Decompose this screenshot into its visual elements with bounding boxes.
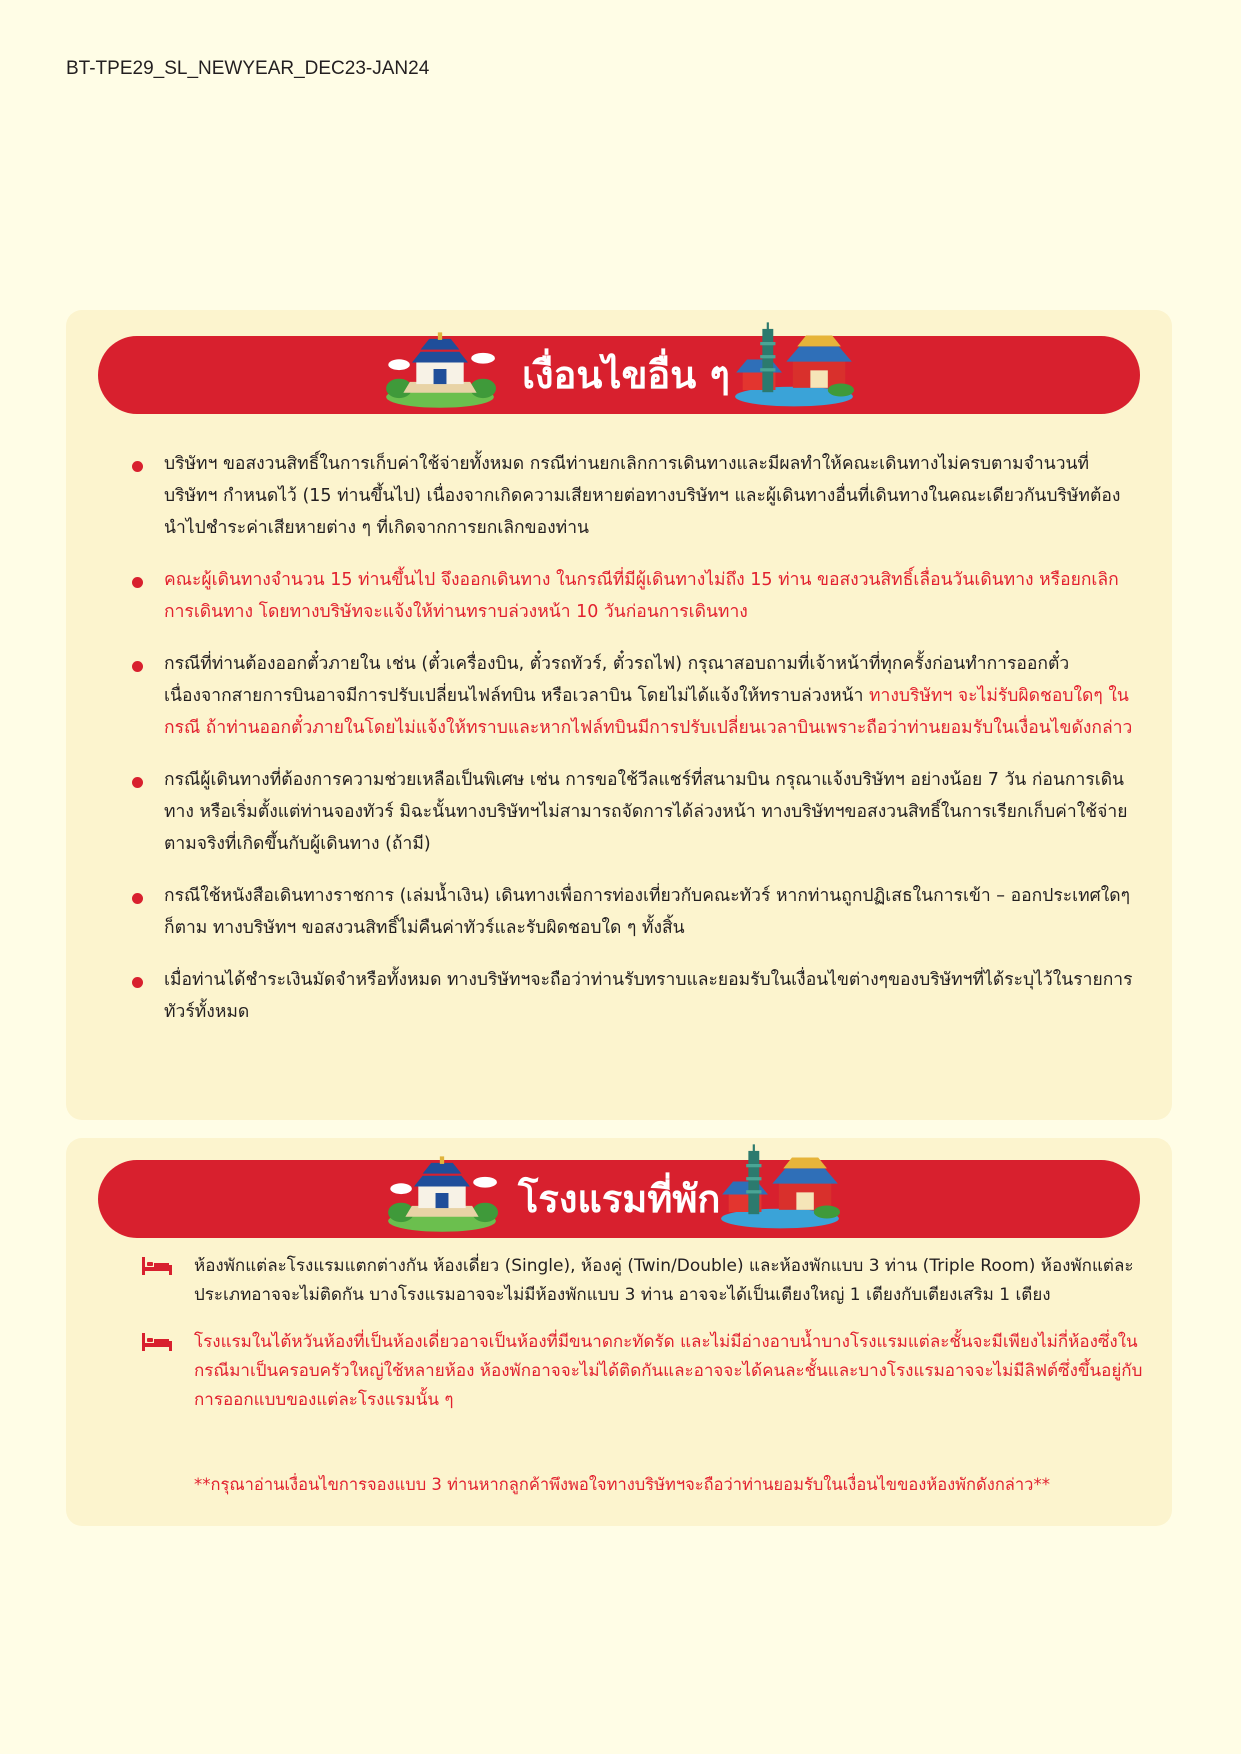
bed-icon: [142, 1256, 172, 1285]
bullet-dot: [132, 661, 143, 672]
hotel-text: ห้องพักแต่ละโรงแรมแตกต่างกัน ห้องเดี่ยว (Single), ห้องคู่ (Twin/Double) และห้องพักแบบ 3 ท่าน (Triple Room) ห้องพักแต่ละประเภทอาจจะไม่ติดกัน บางโรงแรมอาจจะไม่มีห้องพักแบบ 3 ท่าน อาจจะได้เป็นเตียงใหญ่ 1 เตียงกับเตียงเสริม 1 เตียง: [194, 1256, 1134, 1305]
condition-text: กรณีผู้เดินทางที่ต้องการความช่วยเหลือเป็นพิเศษ เช่น การขอใช้วีลแชร์ที่สนามบิน กรุณาแจ้งบริษัทฯ อย่างน้อย 7 วัน ก่อนการเดินทาง หรือเริ่มตั้งแต่ท่านจองทัวร์ มิฉะนั้นทางบริษัทฯไม่สามารถจัดการได้ล่วงหน้า ทางบริษัทฯขอสงวนสิทธิ์ในการเรียกเก็บค่าใช้จ่ายตามจริงที่เกิดขึ้นกับผู้เดินทาง (ถ้ามี): [164, 770, 1128, 854]
taipei-101-icon: [734, 318, 854, 414]
taipei-101-icon: [720, 1140, 840, 1236]
condition-text: เมื่อท่านได้ชำระเงินมัดจำหรือทั้งหมด ทางบริษัทฯจะถือว่าท่านรับทราบและยอมรับในเงื่อนไขต่างๆของบริษัทฯที่ได้ระบุไว้ในรายการทัวร์ทั้งหมด: [164, 970, 1133, 1022]
condition-text: คณะผู้เดินทางจำนวน 15 ท่านขึ้นไป จึงออกเดินทาง ในกรณีที่มีผู้เดินทางไม่ถึง 15 ท่าน ขอสงวนสิทธิ์เลื่อนวันเดินทาง หรือยกเลิกการเดินทาง โดยทางบริษัทจะแจ้งให้ท่านทราบล่วงหน้า 10 วันก่อนการเดินทาง: [164, 570, 1119, 622]
condition-item: [132, 880, 1142, 944]
conditions-list: [132, 448, 1142, 1048]
bullet-dot: [132, 777, 143, 788]
condition-item: [132, 964, 1142, 1028]
condition-text: กรณีที่ท่านต้องออกตั๋วภายใน เช่น (ตั๋วเครื่องบิน, ตั๋วรถทัวร์, ตั๋วรถไฟ) กรุณาสอบถามที่เจ้าหน้าที่ทุกครั้งก่อนทำการออกตั๋ว เนื่องจากสายการบินอาจมีการปรับเปลี่ยนไฟล์ทบิน หรือเวลาบิน โดยไม่ได้แจ้งให้ทราบล่วงหน้า: [164, 654, 1070, 706]
hotels-title: โรงแรมที่พัก: [518, 1177, 721, 1221]
triple-room-note: **กรุณาอ่านเงื่อนไขการจองแบบ 3 ท่านหากลูกค้าพึงพอใจทางบริษัทฯจะถือว่าท่านยอมรับในเงื่อนไขของห้องพักดังกล่าว**: [194, 1475, 1050, 1494]
memorial-hall-icon: [386, 1150, 498, 1236]
hotel-item: [142, 1252, 1152, 1310]
bullet-dot: [132, 577, 143, 588]
condition-item: [132, 764, 1142, 860]
condition-text: ทางบริษัทฯ จะไม่รับผิดชอบใดๆ ในกรณี ถ้าท่านออกตั๋วภายในโดยไม่แจ้งให้ทราบและหากไฟล์ทบินมีการปรับเปลี่ยนเวลาบินเพราะถือว่าท่านยอมรับในเงื่อนไขดังกล่าว: [164, 686, 1133, 738]
hotel-item: [142, 1328, 1152, 1415]
hotels-banner: [98, 1160, 1140, 1238]
conditions-panel: [66, 310, 1172, 1120]
bullet-dot: [132, 461, 143, 472]
condition-item: [132, 448, 1142, 544]
hotel-text: โรงแรมในไต้หวันห้องที่เป็นห้องเดี่ยวอาจเป็นห้องที่มีขนาดกะทัดรัด และไม่มีอ่างอาบน้ำบางโรงแรมแต่ละชั้นจะมีเพียงไม่กี่ห้องซึ่งในกรณีมาเป็นครอบครัวใหญ่ใช้หลายห้อง ห้องพักอาจจะไม่ได้ติดกันและอาจจะได้คนละชั้นและบางโรงแรมอาจจะไม่มีลิฟต์ซึ่งขึ้นอยู่กับการออกแบบของแต่ละโรงแรมนั้น ๆ: [194, 1332, 1143, 1410]
bullet-dot: [132, 977, 143, 988]
document-code: BT-TPE29_SL_NEWYEAR_DEC23-JAN24: [66, 58, 430, 79]
hotels-panel: [66, 1138, 1172, 1526]
condition-text: กรณีใช้หนังสือเดินทางราชการ (เล่มน้ำเงิน) เดินทางเพื่อการท่องเที่ยวกับคณะทัวร์ หากท่านถูกปฏิเสธในการเข้า – ออกประเทศใดๆ ก็ตาม ทางบริษัทฯ ขอสงวนสิทธิ์ไม่คืนค่าทัวร์และรับผิดชอบใด ๆ ทั้งสิ้น: [164, 886, 1131, 938]
memorial-hall-icon: [384, 326, 496, 412]
condition-item: [132, 564, 1142, 628]
bullet-dot: [132, 893, 143, 904]
conditions-title: เงื่อนไขอื่น ๆ: [522, 353, 730, 397]
condition-text: บริษัทฯ ขอสงวนสิทธิ์ในการเก็บค่าใช้จ่ายทั้งหมด กรณีท่านยกเลิกการเดินทางและมีผลทำให้คณะเดินทางไม่ครบตามจำนวนที่บริษัทฯ กำหนดไว้ (15 ท่านขึ้นไป) เนื่องจากเกิดความเสียหายต่อทางบริษัทฯ และผู้เดินทางอื่นที่เดินทางในคณะเดียวกันบริษัทต้องนำไปชำระค่าเสียหายต่าง ๆ ที่เกิดจากการยกเลิกของท่าน: [164, 454, 1121, 538]
conditions-banner: [98, 336, 1140, 414]
bed-icon: [142, 1332, 172, 1361]
condition-item: [132, 648, 1142, 744]
hotel-list: [142, 1252, 1152, 1433]
